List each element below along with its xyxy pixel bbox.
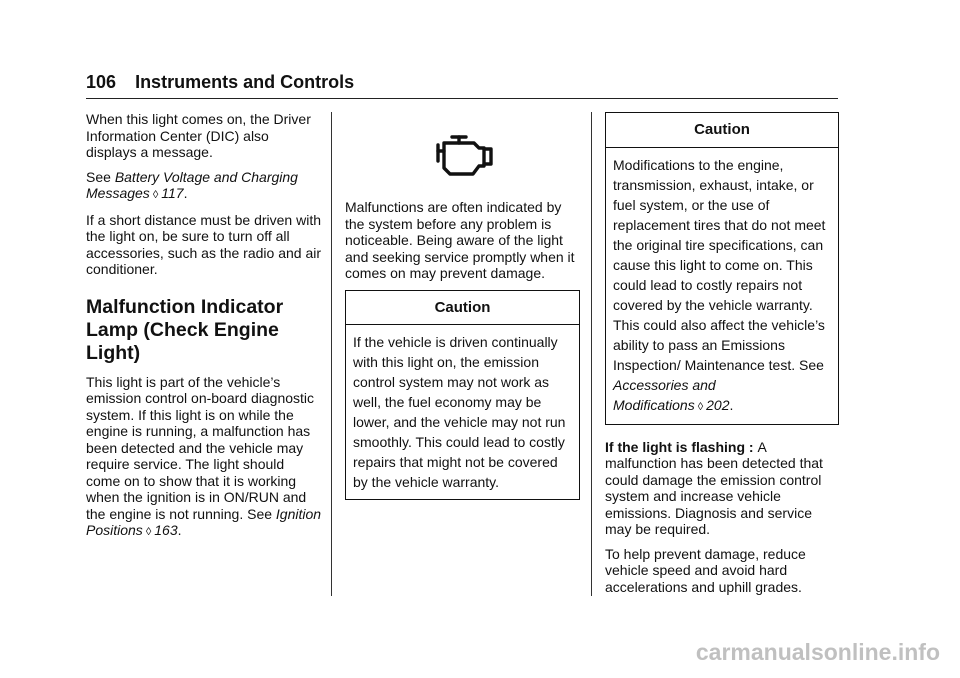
caution-box bbox=[345, 290, 580, 501]
accessories-modifications-link[interactable]: Accessories and Modifications bbox=[613, 376, 716, 413]
page-header bbox=[86, 70, 838, 94]
section-heading: Malfunction Indicator Lamp (Check Engine Light) bbox=[86, 295, 284, 364]
caution-text: If the vehicle is driven continually with this light on, the emission control system may not work as well, the fuel economy may be lower, and the vehicle may not run smoothly. This could lead to costly repairs that might not be covered by the vehicle warranty. bbox=[353, 334, 566, 490]
watermark: carmanualsonline.info bbox=[695, 639, 940, 665]
page-ref-202[interactable]: 202 bbox=[706, 396, 730, 413]
caution-title: Caution bbox=[346, 291, 579, 326]
column-right bbox=[605, 112, 839, 603]
page-number: 106 bbox=[86, 72, 117, 92]
mil-description-paragraph: This light is part of the vehicle’s emission control on-board diagnostic system. If this light is on while the engine is running, a malfunction has been detected and the vehicle may require service. The light should come on to show that it is working when the ignition is in ON/RUN and the engine is not running. See Ignition Positions ◊ 163. bbox=[86, 373, 322, 538]
page-ref-163[interactable]: 163 bbox=[154, 522, 178, 538]
malfunction-paragraph: Malfunctions are often indicated by the system before any problem is noticeable. Being aware of the light and seeking service promptly when it comes on may prevent damage. bbox=[345, 199, 575, 281]
page-ref-icon: ◊ bbox=[152, 189, 159, 201]
prevent-damage-paragraph: To help prevent damage, reduce vehicle speed and avoid hard accelerations and uphill grades. bbox=[605, 545, 806, 595]
column-middle bbox=[345, 133, 580, 514]
battery-voltage-link[interactable]: Battery Voltage and Charging Messages bbox=[86, 168, 298, 201]
short-distance-paragraph: If a short distance must be driven with the light on, be sure to turn off all accessories, such as the radio and air conditioner. bbox=[86, 211, 322, 277]
caution-text: Modifications to the engine, transmission, exhaust, intake, or fuel system, or the use of replacement tires that do not meet the original tire specifications, can cause this light to come on. This could lead to costly repairs not covered by the vehicle warranty. This could also affect the vehicle’s ability to pass an Emissions Inspection/ Maintenance test. See Accessories and Modifications ◊ 202. bbox=[613, 156, 826, 413]
column-divider-1 bbox=[331, 112, 332, 596]
see-reference-paragraph: See Battery Voltage and Charging Messages ◊ 117. bbox=[86, 168, 298, 201]
column-divider-2 bbox=[591, 112, 592, 596]
intro-paragraph: When this light comes on, the Driver Information Center (DIC) also displays a message. bbox=[86, 111, 311, 160]
check-engine-icon bbox=[430, 133, 496, 179]
header-rule bbox=[86, 98, 838, 99]
column-left bbox=[86, 111, 322, 549]
page-ref-icon: ◊ bbox=[697, 400, 704, 413]
flashing-paragraph: If the light is flashing : A malfunction has been detected that could damage the emission control system and increase vehicle emissions. Diagnosis and service may be required. bbox=[605, 438, 823, 537]
page-ref-icon: ◊ bbox=[145, 526, 152, 538]
caution-box-modifications bbox=[605, 112, 839, 425]
ignition-positions-link[interactable]: Ignition Positions bbox=[86, 505, 322, 538]
page-ref-117[interactable]: 117 bbox=[161, 185, 184, 201]
section-title: Instruments and Controls bbox=[135, 72, 355, 92]
flashing-label: If the light is flashing : bbox=[605, 438, 758, 455]
caution-title: Caution bbox=[606, 113, 838, 148]
